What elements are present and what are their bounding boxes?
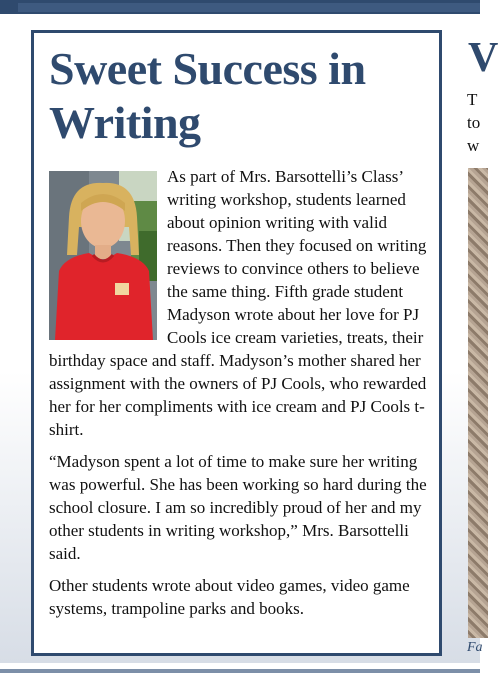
adjacent-text-fragment-3: w bbox=[467, 136, 480, 155]
bottom-rule bbox=[0, 663, 480, 683]
adjacent-photo-caption: Fa bbox=[467, 640, 483, 655]
paragraph-2: “Madyson spent a lot of time to make sure her writing was powerful. She has been working so hard during the school closure. I am so incredibly proud of her and my other students in writing workshop,” Mrs. Barsottelli said. bbox=[49, 452, 427, 563]
article-headline: Sweet Success in Writing bbox=[49, 43, 366, 148]
adjacent-text-fragment-2: to bbox=[467, 113, 481, 132]
article-box bbox=[31, 30, 442, 656]
top-banner bbox=[0, 0, 480, 14]
adjacent-text-fragment-1: T bbox=[467, 90, 478, 109]
photo-spacer bbox=[49, 165, 167, 344]
paragraph-3: Other students wrote about video games, video game systems, trampoline parks and books. bbox=[49, 576, 410, 618]
adjacent-photo bbox=[468, 168, 488, 638]
article-body bbox=[49, 165, 429, 629]
adjacent-article-fragment bbox=[448, 30, 498, 663]
paragraph-1: As part of Mrs. Barsottelli’s Class’ writing workshop, students learned about opinion writing with valid reasons. Then they focused on writing reviews to convince others to believe the same thing. Fifth grade student Madyson wrote about her love for PJ Cools ice cream varieties, treats, their birthday space and staff. Madyson’s mother shared her assignment with the owners of PJ Cools, who rewarded her for her compliments with ice cream and PJ Cools t-shirt. bbox=[49, 167, 427, 439]
top-banner-inner bbox=[18, 3, 480, 12]
adjacent-headline-letter: V bbox=[468, 35, 498, 81]
